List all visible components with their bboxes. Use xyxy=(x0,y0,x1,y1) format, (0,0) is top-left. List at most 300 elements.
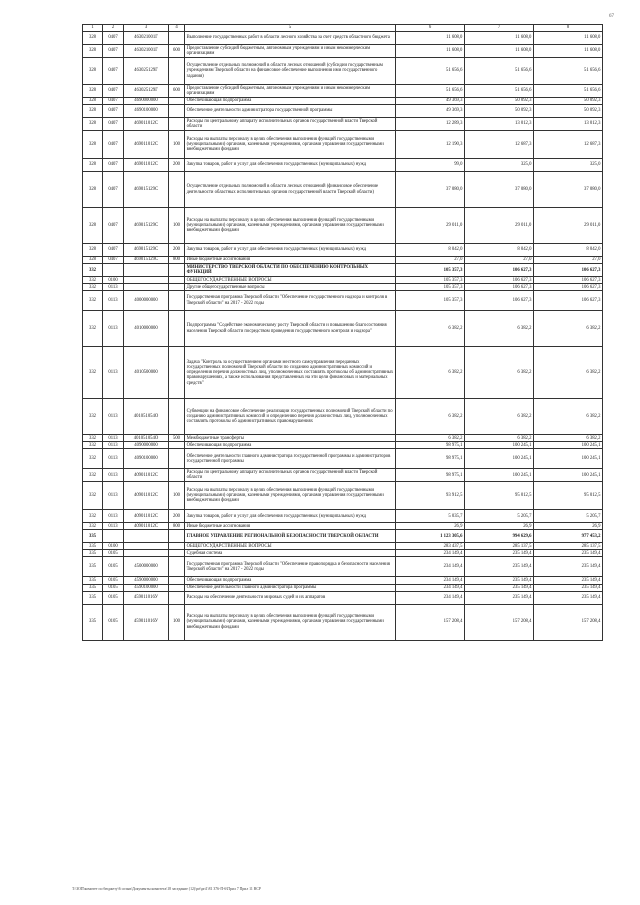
amount-year-2-cell: 6 382,2 xyxy=(465,435,534,442)
expense-type-cell: 600 xyxy=(169,45,185,58)
amount-year-2-cell: 106 627,3 xyxy=(465,264,534,277)
expense-type-cell xyxy=(169,550,185,557)
section-code-cell: 0113 xyxy=(103,469,124,482)
table-row xyxy=(83,510,603,523)
amount-year-1-cell: 234 149,4 xyxy=(396,550,465,557)
chapter-code-cell: 328 xyxy=(83,32,103,45)
section-code-cell: 0113 xyxy=(103,510,124,523)
item-name-cell: Обеспечивающая подпрограмма xyxy=(185,442,396,449)
target-article-cell: 401051054О xyxy=(124,399,169,435)
header-cell-5: 5 xyxy=(185,25,396,32)
item-name-cell: Судебная система xyxy=(185,550,396,557)
amount-year-2-cell: 12 687,3 xyxy=(465,131,534,159)
table-row xyxy=(83,32,603,45)
header-cell-2: 2 xyxy=(103,25,124,32)
section-code-cell: 0113 xyxy=(103,311,124,347)
section-code-cell: 0407 xyxy=(103,105,124,118)
item-name-cell: Обеспечение деятельности главного администратора государственной программы и администраторов государственной программы xyxy=(185,449,396,469)
chapter-code-cell: 328 xyxy=(83,244,103,257)
table-row xyxy=(83,591,603,604)
section-code-cell: 0113 xyxy=(103,435,124,442)
section-code-cell: 0105 xyxy=(103,557,124,577)
chapter-code-cell: 332 xyxy=(83,435,103,442)
chapter-code-cell: 332 xyxy=(83,347,103,399)
item-name-cell: Межбюджетные трансферты xyxy=(185,435,396,442)
expense-type-cell xyxy=(169,591,185,604)
amount-year-1-cell: 26,9 xyxy=(396,523,465,530)
amount-year-3-cell: 8 042,0 xyxy=(534,244,603,257)
amount-year-2-cell: 106 627,3 xyxy=(465,284,534,291)
amount-year-2-cell: 27,0 xyxy=(465,257,534,264)
target-article-cell: 4010500000 xyxy=(124,347,169,399)
amount-year-2-cell: 95 012,5 xyxy=(465,482,534,510)
chapter-code-cell: 328 xyxy=(83,98,103,105)
chapter-code-cell: 332 xyxy=(83,311,103,347)
target-article-cell: 463025129Г xyxy=(124,85,169,98)
table-row xyxy=(83,118,603,131)
section-code-cell xyxy=(103,264,124,277)
amount-year-1-cell: 6 382,2 xyxy=(396,311,465,347)
header-cell-7: 7 xyxy=(465,25,534,32)
target-article-cell: 463025129Г xyxy=(124,58,169,85)
item-name-cell: Расходы на выплаты персоналу в целях обеспечения выполнения функций государственными (муниципальными) органами, казенными учреждениями, органами управления государственными внебюджетными фондами xyxy=(185,208,396,244)
amount-year-2-cell: 235 149,4 xyxy=(465,557,534,577)
amount-year-2-cell: 50 092,3 xyxy=(465,98,534,105)
expense-type-cell xyxy=(169,557,185,577)
section-code-cell: 0100 xyxy=(103,277,124,284)
table-row xyxy=(83,98,603,105)
section-code-cell: 0113 xyxy=(103,442,124,449)
amount-year-1-cell: 98 975,1 xyxy=(396,449,465,469)
section-code-cell: 0105 xyxy=(103,591,124,604)
amount-year-3-cell: 100 245,1 xyxy=(534,449,603,469)
amount-year-3-cell: 6 382,2 xyxy=(534,435,603,442)
table-row xyxy=(83,577,603,584)
header-cell-4: 4 xyxy=(169,25,185,32)
chapter-code-cell: 328 xyxy=(83,172,103,208)
target-article-cell: 4500000000 xyxy=(124,557,169,577)
section-code-cell: 0105 xyxy=(103,577,124,584)
chapter-code-cell: 332 xyxy=(83,449,103,469)
expense-type-cell xyxy=(169,172,185,208)
amount-year-2-cell: 235 149,4 xyxy=(465,550,534,557)
amount-year-1-cell: 11 608,0 xyxy=(396,45,465,58)
amount-year-1-cell: 6 382,2 xyxy=(396,347,465,399)
table-row xyxy=(83,550,603,557)
target-article-cell: 409011012С xyxy=(124,469,169,482)
target-article-cell xyxy=(124,277,169,284)
amount-year-1-cell: 234 149,4 xyxy=(396,591,465,604)
amount-year-3-cell: 106 627,3 xyxy=(534,264,603,277)
expense-type-cell xyxy=(169,469,185,482)
target-article-cell: 409011012С xyxy=(124,482,169,510)
amount-year-3-cell: 5 205,7 xyxy=(534,510,603,523)
expense-type-cell xyxy=(169,442,185,449)
amount-year-1-cell: 37 080,0 xyxy=(396,172,465,208)
amount-year-2-cell: 13 012,3 xyxy=(465,118,534,131)
section-code-cell: 0105 xyxy=(103,584,124,591)
expense-type-cell: 200 xyxy=(169,244,185,257)
item-name-cell: Предоставление субсидий бюджетным, автономным учреждениям и иным некоммерческим организациям xyxy=(185,85,396,98)
amount-year-2-cell: 106 627,3 xyxy=(465,277,534,284)
chapter-code-cell: 335 xyxy=(83,550,103,557)
section-code-cell: 0407 xyxy=(103,32,124,45)
target-article-cell: 463021001Г xyxy=(124,45,169,58)
amount-year-3-cell: 51 656,6 xyxy=(534,85,603,98)
expense-type-cell xyxy=(169,399,185,435)
table-row xyxy=(83,131,603,159)
chapter-code-cell: 328 xyxy=(83,208,103,244)
section-code-cell: 0407 xyxy=(103,208,124,244)
amount-year-1-cell: 12 190,3 xyxy=(396,131,465,159)
header-cell-1: 1 xyxy=(83,25,103,32)
item-name-cell: ГЛАВНОЕ УПРАВЛЕНИЕ РЕГИОНАЛЬНОЙ БЕЗОПАСНОСТИ ТВЕРСКОЙ ОБЛАСТИ xyxy=(185,530,396,543)
amount-year-3-cell: 27,0 xyxy=(534,257,603,264)
item-name-cell: Закупка товаров, работ и услуг для обеспечения государственных (муниципальных) нужд xyxy=(185,244,396,257)
table-row xyxy=(83,277,603,284)
amount-year-1-cell: 6 382,2 xyxy=(396,435,465,442)
section-code-cell: 0113 xyxy=(103,482,124,510)
section-code-cell: 0105 xyxy=(103,550,124,557)
table-row xyxy=(83,311,603,347)
amount-year-1-cell: 49 369,3 xyxy=(396,105,465,118)
chapter-code-cell: 328 xyxy=(83,85,103,98)
expense-type-cell xyxy=(169,98,185,105)
chapter-code-cell: 332 xyxy=(83,442,103,449)
amount-year-1-cell: 8 042,0 xyxy=(396,244,465,257)
item-name-cell: Расходы на выплаты персоналу в целях обеспечения выполнения функций государственными (муниципальными) органами, казенными учреждениями, органами управления государственными внебюджетными фондами xyxy=(185,131,396,159)
amount-year-2-cell: 285 137,5 xyxy=(465,543,534,550)
header-row xyxy=(83,25,603,32)
section-code-cell: 0407 xyxy=(103,58,124,85)
table-row xyxy=(83,291,603,311)
amount-year-1-cell: 12 289,3 xyxy=(396,118,465,131)
amount-year-1-cell: 105 357,3 xyxy=(396,284,465,291)
item-name-cell: Подпрограмма "Содействие экономическому росту Тверской области и повышению благосостояния населения Тверской области посредством проведения государственного контроля и надзора" xyxy=(185,311,396,347)
amount-year-1-cell: 98 975,1 xyxy=(396,442,465,449)
amount-year-1-cell: 51 656,6 xyxy=(396,85,465,98)
amount-year-3-cell: 235 149,4 xyxy=(534,591,603,604)
amount-year-2-cell: 11 608,0 xyxy=(465,32,534,45)
amount-year-1-cell: 1 123 305,6 xyxy=(396,530,465,543)
amount-year-1-cell: 99,0 xyxy=(396,159,465,172)
page-number: 67 xyxy=(609,14,614,19)
expense-type-cell xyxy=(169,543,185,550)
expense-type-cell xyxy=(169,347,185,399)
expense-type-cell xyxy=(169,277,185,284)
table-row xyxy=(83,264,603,277)
chapter-code-cell: 328 xyxy=(83,58,103,85)
target-article-cell xyxy=(124,264,169,277)
item-name-cell: Обеспечение деятельности главного администратора программы xyxy=(185,584,396,591)
expense-type-cell: 600 xyxy=(169,85,185,98)
amount-year-3-cell: 100 245,1 xyxy=(534,442,603,449)
expense-type-cell: 800 xyxy=(169,257,185,264)
chapter-code-cell: 332 xyxy=(83,510,103,523)
amount-year-3-cell: 51 656,6 xyxy=(534,58,603,85)
expense-type-cell: 200 xyxy=(169,510,185,523)
table-row xyxy=(83,45,603,58)
section-code-cell: 0407 xyxy=(103,98,124,105)
chapter-code-cell: 328 xyxy=(83,105,103,118)
amount-year-3-cell: 235 149,4 xyxy=(534,557,603,577)
item-name-cell: Закупка товаров, работ и услуг для обеспечения государственных (муниципальных) нужд xyxy=(185,510,396,523)
item-name-cell: Обеспечение деятельности администратора государственной программы xyxy=(185,105,396,118)
amount-year-1-cell: 105 357,3 xyxy=(396,277,465,284)
item-name-cell: Обеспечивающая подпрограмма xyxy=(185,98,396,105)
expense-type-cell xyxy=(169,264,185,277)
target-article-cell xyxy=(124,550,169,557)
item-name-cell: Задача "Контроль за осуществлением органами местного самоуправления переданных государственных полномочий Тверской области по созданию административных комиссий и определения перечня должностных лиц, уполномоченных составлять протоколы об административных правонарушениях, а также использования представленных на эти цели финансовых и материальных средств" xyxy=(185,347,396,399)
header-cell-8: 8 xyxy=(534,25,603,32)
expense-type-cell xyxy=(169,584,185,591)
amount-year-3-cell: 157 208,4 xyxy=(534,604,603,640)
table-row xyxy=(83,442,603,449)
table-row xyxy=(83,482,603,510)
item-name-cell: Иные бюджетные ассигнования xyxy=(185,257,396,264)
item-name-cell: Государственная программа Тверской области "Обеспечение государственного надзора и контроля в Тверской области" на 2017 - 2022 годы xyxy=(185,291,396,311)
amount-year-1-cell: 98 975,1 xyxy=(396,469,465,482)
amount-year-2-cell: 51 656,6 xyxy=(465,85,534,98)
amount-year-3-cell: 12 687,3 xyxy=(534,131,603,159)
amount-year-2-cell: 106 627,3 xyxy=(465,291,534,311)
expense-type-cell xyxy=(169,577,185,584)
amount-year-3-cell: 325,0 xyxy=(534,159,603,172)
table-row xyxy=(83,284,603,291)
amount-year-2-cell: 8 042,0 xyxy=(465,244,534,257)
amount-year-3-cell: 6 382,2 xyxy=(534,347,603,399)
chapter-code-cell: 332 xyxy=(83,523,103,530)
table-row xyxy=(83,399,603,435)
amount-year-2-cell: 100 245,1 xyxy=(465,449,534,469)
target-article-cell: 4690000000 xyxy=(124,98,169,105)
expense-type-cell: 100 xyxy=(169,131,185,159)
expense-type-cell: 500 xyxy=(169,435,185,442)
amount-year-1-cell: 105 357,3 xyxy=(396,264,465,277)
chapter-code-cell: 335 xyxy=(83,557,103,577)
table-row xyxy=(83,449,603,469)
chapter-code-cell: 335 xyxy=(83,584,103,591)
amount-year-2-cell: 157 208,4 xyxy=(465,604,534,640)
chapter-code-cell: 328 xyxy=(83,257,103,264)
amount-year-1-cell: 283 437,5 xyxy=(396,543,465,550)
target-article-cell: 469015129С xyxy=(124,257,169,264)
chapter-code-cell: 328 xyxy=(83,159,103,172)
amount-year-2-cell: 235 149,4 xyxy=(465,591,534,604)
amount-year-2-cell: 11 608,0 xyxy=(465,45,534,58)
chapter-code-cell: 332 xyxy=(83,264,103,277)
amount-year-2-cell: 37 080,0 xyxy=(465,172,534,208)
expense-type-cell xyxy=(169,449,185,469)
section-code-cell: 0113 xyxy=(103,523,124,530)
target-article-cell: 469011012С xyxy=(124,118,169,131)
amount-year-1-cell: 11 608,0 xyxy=(396,32,465,45)
amount-year-3-cell: 106 627,3 xyxy=(534,291,603,311)
amount-year-3-cell: 6 382,2 xyxy=(534,311,603,347)
target-article-cell: 463021001Г xyxy=(124,32,169,45)
item-name-cell: Расходы на обеспечение деятельности мировых судей и их аппаратов xyxy=(185,591,396,604)
amount-year-1-cell: 234 149,4 xyxy=(396,557,465,577)
table-row xyxy=(83,435,603,442)
item-name-cell: ОБЩЕГОСУДАРСТВЕННЫЕ ВОПРОСЫ xyxy=(185,277,396,284)
item-name-cell: Расходы по центральному аппарату исполнительных органов государственной власти Тверской области xyxy=(185,469,396,482)
target-article-cell: 469015129С xyxy=(124,172,169,208)
target-article-cell: 4590000000 xyxy=(124,577,169,584)
amount-year-2-cell: 6 382,2 xyxy=(465,347,534,399)
item-name-cell: Выполнение государственных работ в области лесного хозяйства за счет средств областного бюджета xyxy=(185,32,396,45)
amount-year-1-cell: 29 011,0 xyxy=(396,208,465,244)
chapter-code-cell: 332 xyxy=(83,399,103,435)
amount-year-2-cell: 100 245,1 xyxy=(465,469,534,482)
item-name-cell: Другие общегосударственные вопросы xyxy=(185,284,396,291)
target-article-cell xyxy=(124,284,169,291)
item-name-cell: Государственная программа Тверской области "Обеспечение правопорядка и безопасности населения Тверской области" на 2017 - 2022 годы xyxy=(185,557,396,577)
chapter-code-cell: 335 xyxy=(83,577,103,584)
expense-type-cell xyxy=(169,291,185,311)
chapter-code-cell: 332 xyxy=(83,277,103,284)
amount-year-1-cell: 6 382,2 xyxy=(396,399,465,435)
amount-year-3-cell: 50 092,3 xyxy=(534,98,603,105)
amount-year-1-cell: 157 208,4 xyxy=(396,604,465,640)
section-code-cell: 0105 xyxy=(103,604,124,640)
item-name-cell: ОБЩЕГОСУДАРСТВЕННЫЕ ВОПРОСЫ xyxy=(185,543,396,550)
expense-type-cell: 200 xyxy=(169,159,185,172)
amount-year-1-cell: 105 357,3 xyxy=(396,291,465,311)
section-code-cell: 0113 xyxy=(103,347,124,399)
item-name-cell: Расходы на выплаты персоналу в целях обеспечения выполнения функций государственными (муниципальными) органами, казенными учреждениями, органами управления государственными внебюджетными фондами xyxy=(185,482,396,510)
amount-year-3-cell: 235 149,4 xyxy=(534,584,603,591)
amount-year-1-cell: 51 656,6 xyxy=(396,58,465,85)
chapter-code-cell: 335 xyxy=(83,543,103,550)
amount-year-3-cell: 11 608,0 xyxy=(534,45,603,58)
item-name-cell: Осуществление отдельных полномочий в области лесных отношений (субсидии государственным учреждениям Тверской области на финансовое обеспечение выполнения ими государственного задания) xyxy=(185,58,396,85)
amount-year-2-cell: 100 245,1 xyxy=(465,442,534,449)
table-row xyxy=(83,172,603,208)
expense-type-cell xyxy=(169,105,185,118)
target-article-cell: 469011012С xyxy=(124,131,169,159)
amount-year-2-cell: 29 011,0 xyxy=(465,208,534,244)
section-code-cell: 0407 xyxy=(103,85,124,98)
amount-year-3-cell: 50 092,3 xyxy=(534,105,603,118)
target-article-cell: 4690100000 xyxy=(124,105,169,118)
expense-type-cell xyxy=(169,530,185,543)
section-code-cell: 0407 xyxy=(103,159,124,172)
item-name-cell: Предоставление субсидий бюджетным, автономным учреждениям и иным некоммерческим организациям xyxy=(185,45,396,58)
item-name-cell: Расходы на выплаты персоналу в целях обеспечения выполнения функций государственными (муниципальными) органами, казенными учреждениями, органами управления государственными внебюджетными фондами xyxy=(185,604,396,640)
target-article-cell: 4090100000 xyxy=(124,449,169,469)
amount-year-3-cell: 106 627,3 xyxy=(534,284,603,291)
amount-year-3-cell: 100 245,1 xyxy=(534,469,603,482)
chapter-code-cell: 335 xyxy=(83,530,103,543)
expense-type-cell: 100 xyxy=(169,482,185,510)
item-name-cell: Обеспечивающая подпрограмма xyxy=(185,577,396,584)
amount-year-1-cell: 27,0 xyxy=(396,257,465,264)
footer-file-path: T:\ЗОП\комитет по бюджету\6 созыв\Документы комитета\18 заседание (12)\prt\prt1\81 376-П-6\Прил 7 Прил 11 ВСР xyxy=(72,887,261,891)
amount-year-3-cell: 29 011,0 xyxy=(534,208,603,244)
chapter-code-cell: 332 xyxy=(83,284,103,291)
table-row xyxy=(83,257,603,264)
item-name-cell: Иные бюджетные ассигнования xyxy=(185,523,396,530)
target-article-cell: 4090000000 xyxy=(124,442,169,449)
section-code-cell: 0407 xyxy=(103,45,124,58)
amount-year-1-cell: 93 912,5 xyxy=(396,482,465,510)
target-article-cell: 409011012С xyxy=(124,510,169,523)
expense-type-cell xyxy=(169,311,185,347)
section-code-cell: 0407 xyxy=(103,244,124,257)
target-article-cell: 4010000000 xyxy=(124,311,169,347)
table-row xyxy=(83,469,603,482)
target-article-cell xyxy=(124,530,169,543)
item-name-cell: Закупка товаров, работ и услуг для обеспечения государственных (муниципальных) нужд xyxy=(185,159,396,172)
amount-year-2-cell: 325,0 xyxy=(465,159,534,172)
table-row xyxy=(83,604,603,640)
target-article-cell: 4590100000 xyxy=(124,584,169,591)
section-code-cell: 0113 xyxy=(103,449,124,469)
amount-year-1-cell: 49 369,3 xyxy=(396,98,465,105)
budget-table xyxy=(82,24,603,641)
table-row xyxy=(83,244,603,257)
amount-year-2-cell: 51 656,6 xyxy=(465,58,534,85)
amount-year-3-cell: 13 012,3 xyxy=(534,118,603,131)
table-row xyxy=(83,530,603,543)
target-article-cell: 459011016У xyxy=(124,591,169,604)
chapter-code-cell: 332 xyxy=(83,469,103,482)
item-name-cell: МИНИСТЕРСТВО ТВЕРСКОЙ ОБЛАСТИ ПО ОБЕСПЕЧЕНИЮ КОНТРОЛЬНЫХ ФУНКЦИЙ xyxy=(185,264,396,277)
section-code-cell: 0113 xyxy=(103,399,124,435)
amount-year-2-cell: 50 092,3 xyxy=(465,105,534,118)
expense-type-cell xyxy=(169,32,185,45)
target-article-cell xyxy=(124,543,169,550)
chapter-code-cell: 332 xyxy=(83,482,103,510)
amount-year-2-cell: 235 149,4 xyxy=(465,584,534,591)
target-article-cell: 469015129С xyxy=(124,244,169,257)
target-article-cell: 4000000000 xyxy=(124,291,169,311)
target-article-cell: 469015129С xyxy=(124,208,169,244)
table-row xyxy=(83,105,603,118)
table-row xyxy=(83,159,603,172)
table-row xyxy=(83,584,603,591)
section-code-cell xyxy=(103,530,124,543)
amount-year-3-cell: 11 608,0 xyxy=(534,32,603,45)
target-article-cell: 409011012С xyxy=(124,523,169,530)
expense-type-cell xyxy=(169,284,185,291)
item-name-cell: Расходы по центральному аппарату исполнительных органов государственной власти Тверской области xyxy=(185,118,396,131)
amount-year-1-cell: 5 035,7 xyxy=(396,510,465,523)
amount-year-2-cell: 6 382,2 xyxy=(465,399,534,435)
amount-year-3-cell: 977 453,2 xyxy=(534,530,603,543)
table-body xyxy=(83,32,603,641)
chapter-code-cell: 328 xyxy=(83,118,103,131)
amount-year-1-cell: 234 149,4 xyxy=(396,584,465,591)
section-code-cell: 0113 xyxy=(103,284,124,291)
header-cell-6: 6 xyxy=(396,25,465,32)
expense-type-cell xyxy=(169,118,185,131)
section-code-cell: 0407 xyxy=(103,257,124,264)
amount-year-3-cell: 6 382,2 xyxy=(534,399,603,435)
amount-year-3-cell: 235 149,4 xyxy=(534,550,603,557)
amount-year-3-cell: 95 012,5 xyxy=(534,482,603,510)
expense-type-cell xyxy=(169,58,185,85)
item-name-cell: Субвенции на финансовое обеспечение реализации государственных полномочий Тверской области по созданию административных комиссий и определению перечня должностных лиц, уполномоченных составлять протоколы об административных правонарушениях xyxy=(185,399,396,435)
target-article-cell: 469011012С xyxy=(124,159,169,172)
chapter-code-cell: 328 xyxy=(83,45,103,58)
table-row xyxy=(83,347,603,399)
section-code-cell: 0407 xyxy=(103,118,124,131)
amount-year-3-cell: 37 080,0 xyxy=(534,172,603,208)
amount-year-2-cell: 5 205,7 xyxy=(465,510,534,523)
amount-year-2-cell: 994 629,6 xyxy=(465,530,534,543)
section-code-cell: 0407 xyxy=(103,131,124,159)
